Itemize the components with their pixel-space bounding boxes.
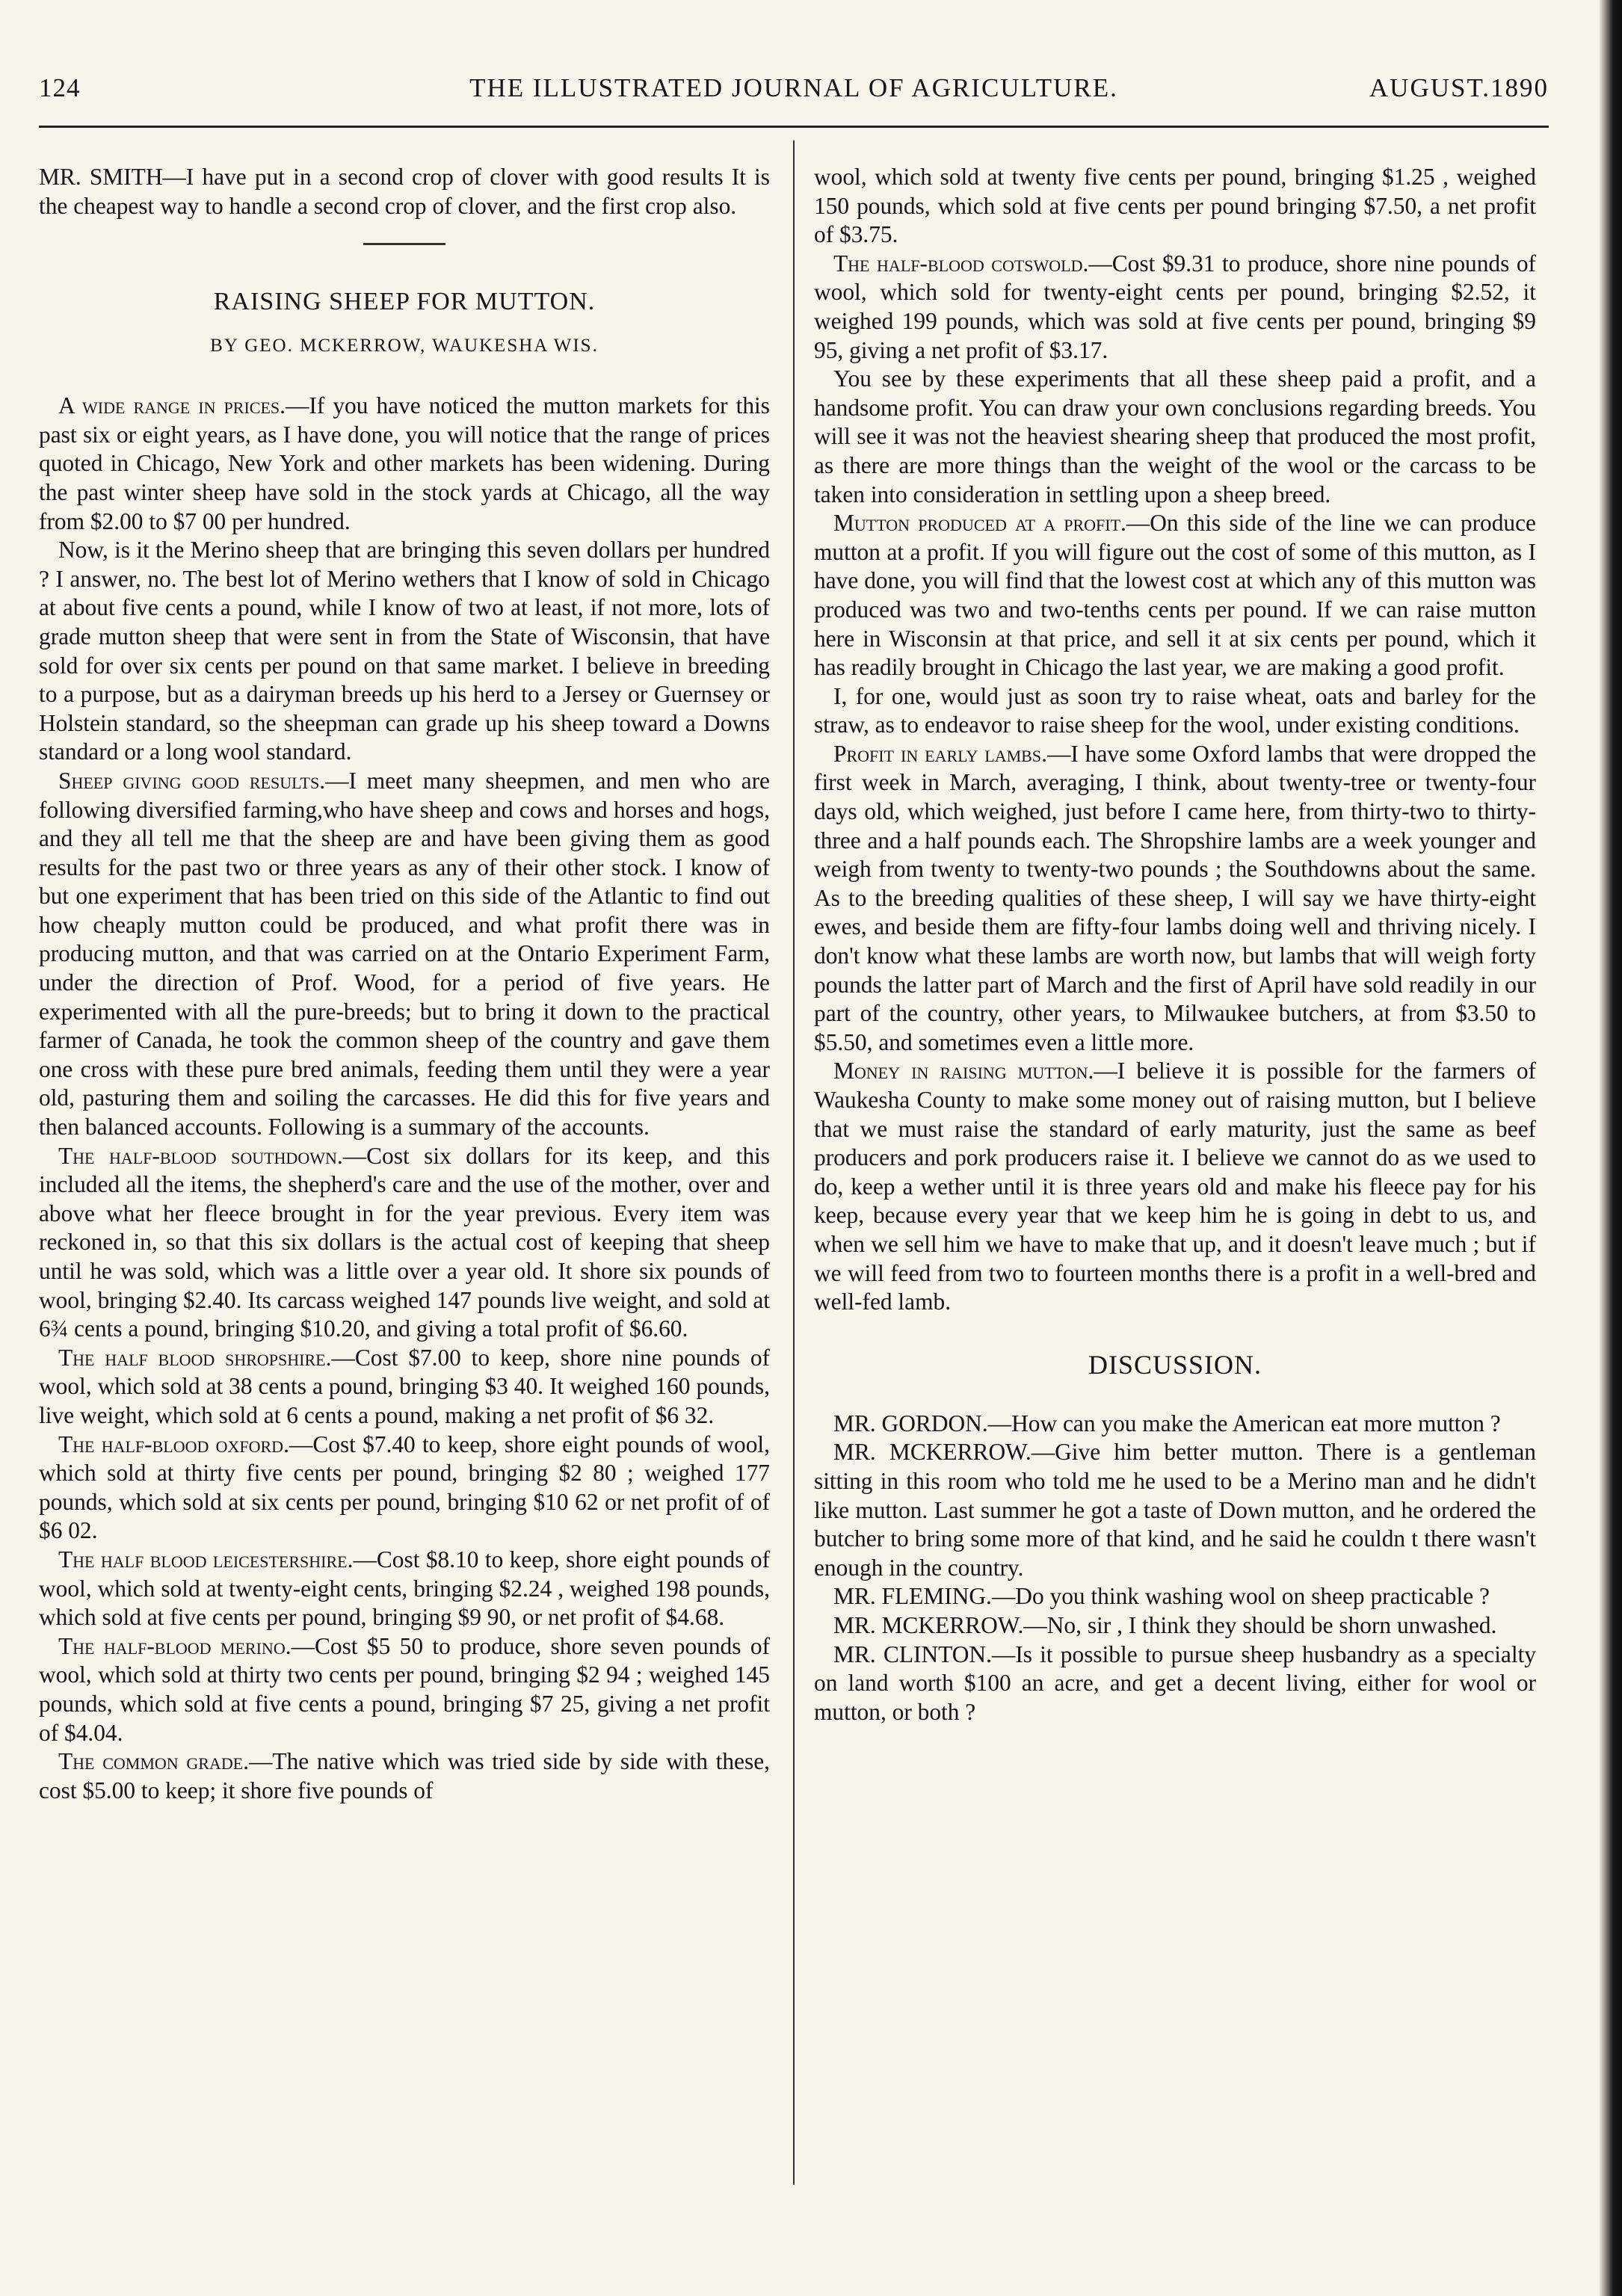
text-leicestershire: —Cost $8.10 to keep, shore eight pounds of wool, which sold at twenty-eight cents, bringing $2.24 , weighed 198 pounds, which sold at five cents per pound, bringing $9 90, or net profit of $4.68. [39, 1546, 770, 1631]
text-cotswold: —Cost $9.31 to produce, shore nine pounds of wool, which sold for twenty-eight cents per pound, bringing $2.52, it weighed 199 pounds, which was sold at five cents per pound, bringing $9 95, giving a net profit of $3.17. [814, 250, 1537, 363]
paragraph-cotswold [814, 250, 1536, 365]
text-gordon: —How can you make the American eat more mutton ? [987, 1410, 1501, 1436]
byline: BY GEO. MCKERROW, WAUKESHA WIS. [210, 336, 599, 357]
text-smith: —I have put in a second crop of clover with good results It is the cheapest way to handle a second crop of clover, and the first crop also. [39, 164, 770, 219]
text-good-results: —I meet many sheepmen, and men who are following diversified farming,who have sheep and cows and horses and hogs, and they all tell me that the sheep are and have been giving them as good results for the past two or three years as any of their other stock. I know of but one experiment that has been tried on this side of the Atlantic to find out how cheaply mutton could be produced, and what profit there was in producing mutton, and that was carried on at the Ontario Experiment Farm, under the direction of Prof. Wood, for a period of five years. He experimented with all the pure-breeds; but to bring it down to the practical farmer of Canada, he took the common sheep of the country and gave them one cross with these pure bred animals, feeding them until they were a year old, pasturing them and soiling the carcasses. He did this for five years and then balanced accounts. Following is a summary of the accounts. [39, 767, 770, 1141]
text-mckerrow-2: —No, sir , I think they should be shorn unwashed. [1023, 1611, 1497, 1638]
speaker-mckerrow: MR. MCKERROW. [833, 1611, 1024, 1638]
left-column [39, 163, 770, 1805]
lead-early-lambs: Profit in early lambs. [833, 740, 1047, 767]
paragraph-good-results [39, 767, 770, 1142]
discussion-clinton [814, 1641, 1536, 1727]
lead-leicestershire: The half blood leicestershire. [58, 1546, 354, 1573]
paragraph-early-lambs [814, 740, 1536, 1058]
paragraph-i-for-one: I, for one, would just as soon try to raise wheat, oats and barley for the straw, as to endeavor to raise sheep for the wool, under existing conditions. [814, 682, 1536, 738]
lead-money: Money in raising mutton. [833, 1058, 1094, 1084]
speaker-fleming: MR. FLEMING. [833, 1583, 992, 1610]
paragraph-shropshire [39, 1344, 770, 1431]
paragraph-oxford [39, 1431, 770, 1546]
page-number: 124 [39, 73, 81, 102]
lead-merino: The half-blood merino. [58, 1632, 292, 1659]
text-common-grade: —The native which was tried side by side with these, cost $5.00 to keep; it shore five pounds of [39, 1748, 770, 1803]
page-edge-shadow [1600, 0, 1622, 2296]
lead-mutton-profit: Mutton produced at a profit. [833, 510, 1126, 537]
lead-shropshire: The half blood shropshire. [58, 1344, 332, 1371]
paragraph-common-grade-cont: wool, which sold at twenty five cents per pound, bringing $1.25 , weighed 150 pounds, which sold at five cents per pound bringing $7.50, a net profit of $3.75. [814, 164, 1536, 248]
paragraph-merino [39, 1632, 770, 1747]
article-title: RAISING SHEEP FOR MUTTON. [213, 288, 596, 316]
text-early-lambs: —I have some Oxford lambs that were dropped the first week in March, averaging, I think, about twenty-tree or twenty-four days old, which weighed, just before I came here, from thirty-two to thirty-three and a half pounds each. The Shropshire lambs are a week younger and weigh from twenty to twenty-two pounds ; the Southdowns about the same. As to the breeding qualities of these sheep, I will say we have thirty-eight ewes, and beside them are fifty-four lambs doing well and thriving nicely. I don't know what these lambs are worth now, but lambs that will weigh forty pounds the latter part of March and the first of April have sold readily in our part of the country, other years, to Milwaukee butchers, at from $3.50 to $5.50, and sometimes even a little more. [814, 740, 1537, 1055]
discussion-fleming [814, 1582, 1536, 1611]
lead-cotswold: The half-blood cotswold. [833, 250, 1089, 277]
discussion-mckerrow-2 [814, 1611, 1536, 1641]
lead-oxford: The half-blood oxford. [58, 1431, 289, 1457]
paragraph-southdown [39, 1142, 770, 1344]
speaker-gordon: MR. GORDON. [833, 1410, 988, 1436]
paragraph-common-grade [39, 1747, 770, 1805]
discussion-mckerrow-1 [814, 1438, 1536, 1582]
issue-date: AUGUST.1890 [1369, 73, 1549, 102]
text-clinton: —Is it possible to pursue sheep husbandry as a specialty on land worth $100 an acre, and get a decent living, either for wool or mutton, or both ? [814, 1641, 1536, 1725]
text-oxford: —Cost $7.40 to keep, shore eight pounds of wool, which sold at thirty five cents per pound, bringing $2 80 ; weighed 177 pounds, which sold at six cents per pound, bringing $10 62 or net profit of of $6 02. [39, 1431, 770, 1544]
paragraph-leicestershire [39, 1546, 770, 1632]
speaker-smith: MR. SMITH [39, 164, 163, 190]
lead-southdown: The half-blood southdown. [58, 1142, 343, 1169]
text-shropshire: —Cost $7.00 to keep, shore nine pounds of wool, which sold at 38 cents a pound, bringing $3 40. It weighed 160 pounds, live weight, which sold at 6 cents a pound, making a net profit of $6 32. [39, 1344, 771, 1428]
text-mckerrow-1: —Give him better mutton. There is a gentleman sitting in this room who told me he used to be a Merino man and he didn't like mutton. Last summer he got a taste of Down mutton, and he ordered the butcher to bring some more of that kind, and he said he couldn t there wasn't enough in the country. [814, 1439, 1536, 1581]
text-mutton-profit: —On this side of the line we can produce mutton at a profit. If you will figure out the cost of some of this mutton, as I have done, you will find that the lowest cost at which any of this mutton was produced was two and two-tenths cents per pound. If we can raise mutton here in Wisconsin at that price, and sell it at six cents per pound, which it has readily brought in Chicago the last year, we are making a good profit. [814, 510, 1536, 681]
paragraph-merino-question: Now, is it the Merino sheep that are bringing this seven dollars per hundred ? I answer, no. The best lot of Merino wethers that I know of sold in Chicago at about five cents a pound, while I know of two at least, if not more, lots of grade mutton sheep that were sent in from the State of Wisconsin, that have sold for over six cents per pound on that same market. I believe in breeding to a purpose, but as a dairyman breeds up his herd to a Jersey or Guernsey or Holstein standard, so the sheepman can grade up his sheep toward a Downs standard or a long wool standard. [39, 537, 770, 765]
lead-wide-range: A wide range in prices. [58, 392, 286, 419]
lead-common-grade: The common grade. [58, 1748, 249, 1775]
journal-title: THE ILLUSTRATED JOURNAL OF AGRICULTURE. [469, 73, 1118, 102]
paragraph-money [814, 1057, 1536, 1316]
text-wide-range: —If you have noticed the mutton markets for this past six or eight years, as I have done, you will notice that the range of prices quoted in Chicago, New York and other markets has been widening. During the past winter sheep have sold in the stock yards at Chicago, all the way from $2.00 to $7 00 per hundred. [39, 392, 770, 534]
text-merino: —Cost $5 50 to produce, shore seven pounds of wool, which sold at thirty two cents per pound, bringing $2 94 ; weighed 145 pounds, which sold at five cents a pound, bringing $7 25, giving a net profit of $4.04. [39, 1632, 770, 1746]
text-fleming: —Do you think washing wool on sheep practicable ? [991, 1583, 1490, 1610]
discussion-gordon [814, 1410, 1536, 1439]
paragraph-smith [39, 163, 770, 220]
column-divider [793, 141, 795, 2185]
text-money: —I believe it is possible for the farmers of Waukesha County to make some money out of raising mutton, but I believe that we must raise the standard of early maturity, just the same as beef producers and pork producers raise it. I believe we cannot do as we used to do, keep a wether until it is three years old and make his fleece pay for his keep, because every year that we keep him he is going in debt to us, and when we sell him we have to make that up, and it doesn't leave much ; but if we will feed from two to fourteen months there is a profit in a well-bred and well-fed lamb. [814, 1058, 1536, 1315]
speaker-clinton: MR. CLINTON. [833, 1641, 992, 1667]
right-column [814, 163, 1536, 1726]
paragraph-you-see: You see by these experiments that all these sheep paid a profit, and a handsome profit. You can draw your own conclusions regarding breeds. You will see it was not the heaviest shearing sheep that produced the most profit, as there are more things than the weight of the wool or the carcass to be taken into consideration in settling upon a sheep breed. [814, 365, 1536, 507]
paragraph-wide-range [39, 392, 770, 536]
header-rule [39, 126, 1549, 128]
page-header [39, 66, 1549, 111]
speaker-mckerrow: MR. MCKERROW. [833, 1439, 1032, 1466]
text-southdown: —Cost six dollars for its keep, and this included all the items, the shepherd's care and the use of the mother, over and above what her fleece brought in for the year previous. Every item was reckoned in, so that this six dollars is the actual cost of keeping that sheep until he was sold, which was a little over a year old. It shore six pounds of wool, bringing $2.40. Its carcass weighed 147 pounds live weight, and sold at 6¾ cents a pound, bringing $10.20, and giving a total profit of $6.60. [39, 1142, 770, 1342]
discussion-heading: DISCUSSION. [1088, 1349, 1262, 1380]
section-rule [363, 243, 445, 245]
paragraph-mutton-profit [814, 509, 1536, 682]
lead-good-results: Sheep giving good results. [58, 767, 326, 794]
